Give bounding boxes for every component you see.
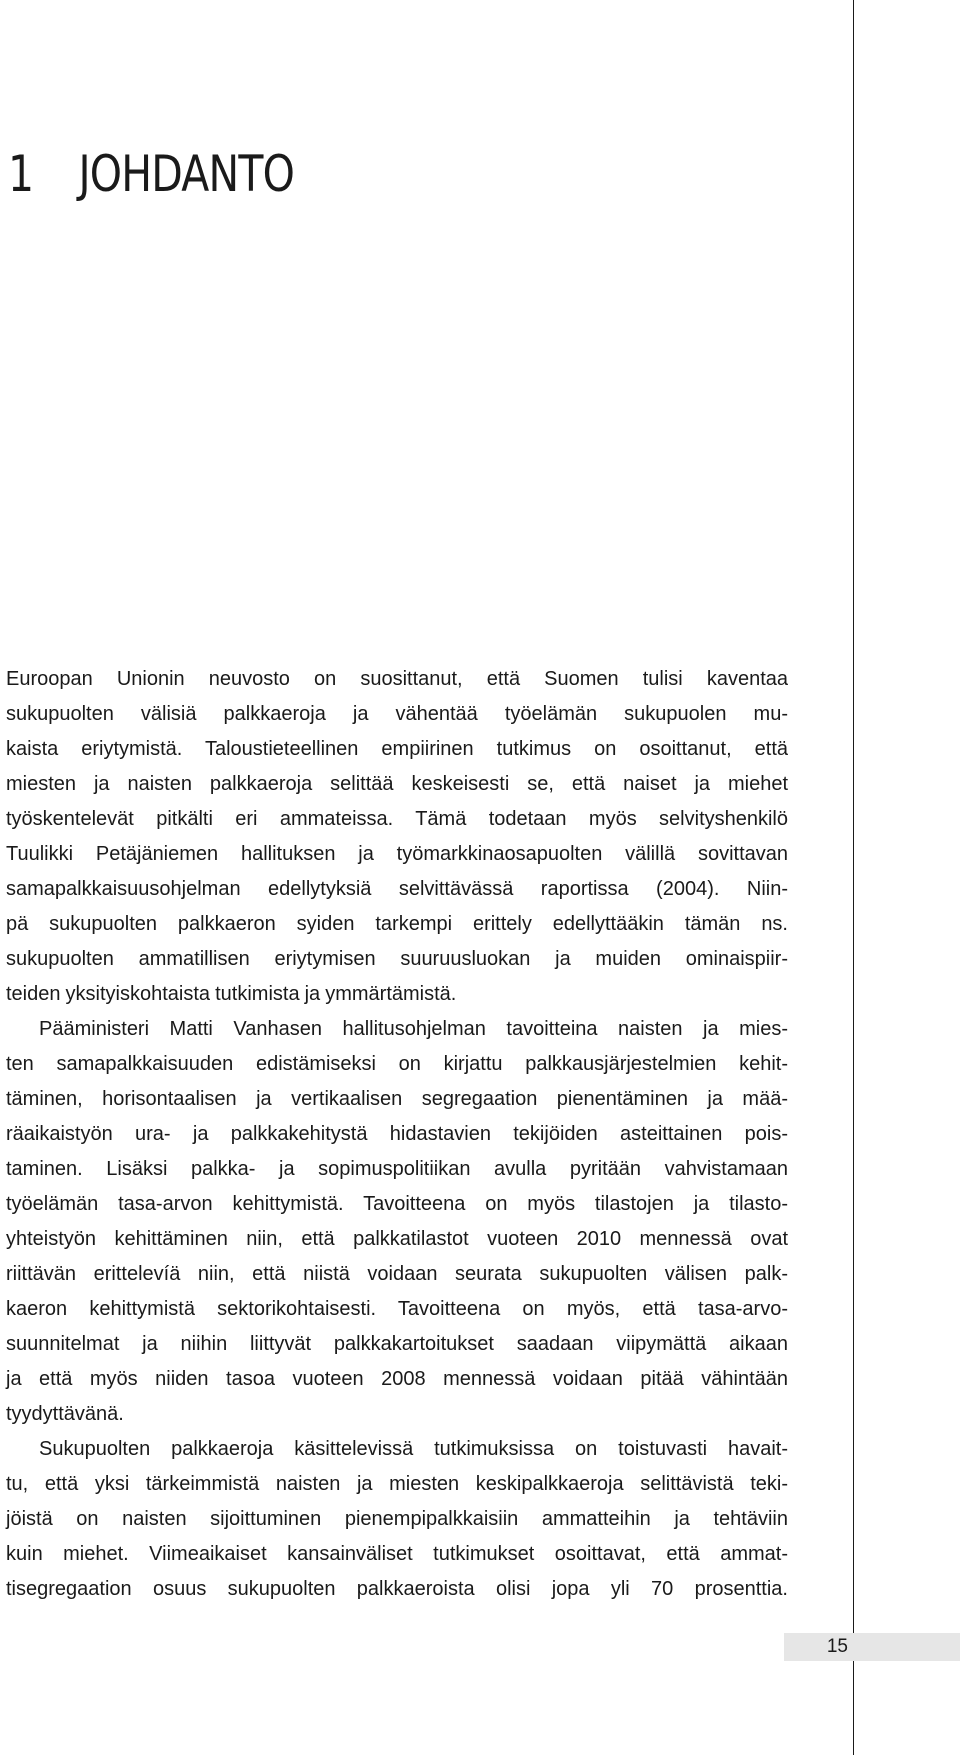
page-number: 15	[826, 1636, 848, 1657]
text-line: pä sukupuolten palkkaeron syiden tarkempi erittely edellyttääkin tämän ns.	[6, 913, 788, 935]
body-text	[6, 662, 788, 1607]
paragraph-1	[6, 662, 788, 1012]
text-line: taminen. Lisäksi palkka- ja sopimuspolitiikan avulla pyritään vahvistamaan	[6, 1158, 788, 1180]
text-line: sukupuolten välisiä palkkaeroja ja vähentää työelämän sukupuolen mu-	[6, 703, 788, 725]
text-line: työelämän tasa-arvon kehittymistä. Tavoitteena on myös tilastojen ja tilasto-	[6, 1193, 788, 1215]
text-line: ja että myös niiden tasoa vuoteen 2008 mennessä voidaan pitää vähintään	[6, 1368, 788, 1390]
chapter-title: JOHDANTO	[78, 145, 295, 203]
text-line: Pääministeri Matti Vanhasen hallitusohjelman tavoitteina naisten ja mies-	[39, 1018, 788, 1040]
text-line: tyydyttävänä.	[6, 1403, 124, 1425]
text-line: riittävän erittelevíä niin, että niistä voidaan seurata sukupuolten välisen palk-	[6, 1263, 788, 1285]
text-line: Sukupuolten palkkaeroja käsittelevissä tutkimuksissa on toistuvasti havait-	[39, 1438, 788, 1460]
text-line: suunnitelmat ja niihin liittyvät palkkakartoitukset saadaan viipymättä aikaan	[6, 1333, 788, 1355]
text-line: teiden yksityiskohtaista tutkimista ja ymmärtämistä.	[6, 983, 457, 1005]
text-line: tisegregaation osuus sukupuolten palkkaeroista olisi jopa yli 70 prosenttia.	[6, 1578, 788, 1600]
text-line: tu, että yksi tärkeimmistä naisten ja miesten keskipalkkaeroja selittävistä teki-	[6, 1473, 788, 1495]
text-line: kuin miehet. Viimeaikaiset kansainväliset tutkimukset osoittavat, että ammat-	[6, 1543, 788, 1565]
text-line: kaeron kehittymistä sektorikohtaisesti. Tavoitteena on myös, että tasa-arvo-	[6, 1298, 788, 1320]
text-line: jöistä on naisten sijoittuminen pienempipalkkaisiin ammatteihin ja tehtäviin	[6, 1508, 788, 1530]
text-line: samapalkkaisuusohjelman edellytyksiä selvittävässä raportissa (2004). Niin-	[6, 878, 788, 900]
text-line: työskentelevät pitkälti eri ammateissa. Tämä todetaan myös selvityshenkilö	[6, 808, 788, 830]
text-line: Tuulikki Petäjäniemen hallituksen ja työmarkkinaosapuolten välillä sovittavan	[6, 843, 788, 865]
paragraph-3	[6, 1432, 788, 1607]
text-line: ten samapalkkaisuuden edistämiseksi on kirjattu palkkausjärjestelmien kehit-	[6, 1053, 788, 1075]
paragraph-2	[6, 1012, 788, 1432]
text-line: räaikaistyön ura- ja palkkakehitystä hidastavien tekijöiden asteittainen pois-	[6, 1123, 788, 1145]
chapter-number: 1	[8, 145, 34, 203]
text-line: täminen, horisontaalisen ja vertikaalisen segregaation pienentäminen ja mää-	[6, 1088, 788, 1110]
text-line: miesten ja naisten palkkaeroja selittää keskeisesti se, että naiset ja miehet	[6, 773, 788, 795]
text-line: sukupuolten ammatillisen eriytymisen suuruusluokan ja muiden ominaispiir-	[6, 948, 788, 970]
text-line: Euroopan Unionin neuvosto on suosittanut, että Suomen tulisi kaventaa	[6, 668, 788, 690]
text-line: yhteistyön kehittäminen niin, että palkkatilastot vuoteen 2010 mennessä ovat	[6, 1228, 788, 1250]
margin-rule	[853, 0, 854, 1755]
text-line: kaista eriytymistä. Taloustieteellinen empiirinen tutkimus on osoittanut, että	[6, 738, 788, 760]
chapter-heading	[8, 145, 294, 203]
